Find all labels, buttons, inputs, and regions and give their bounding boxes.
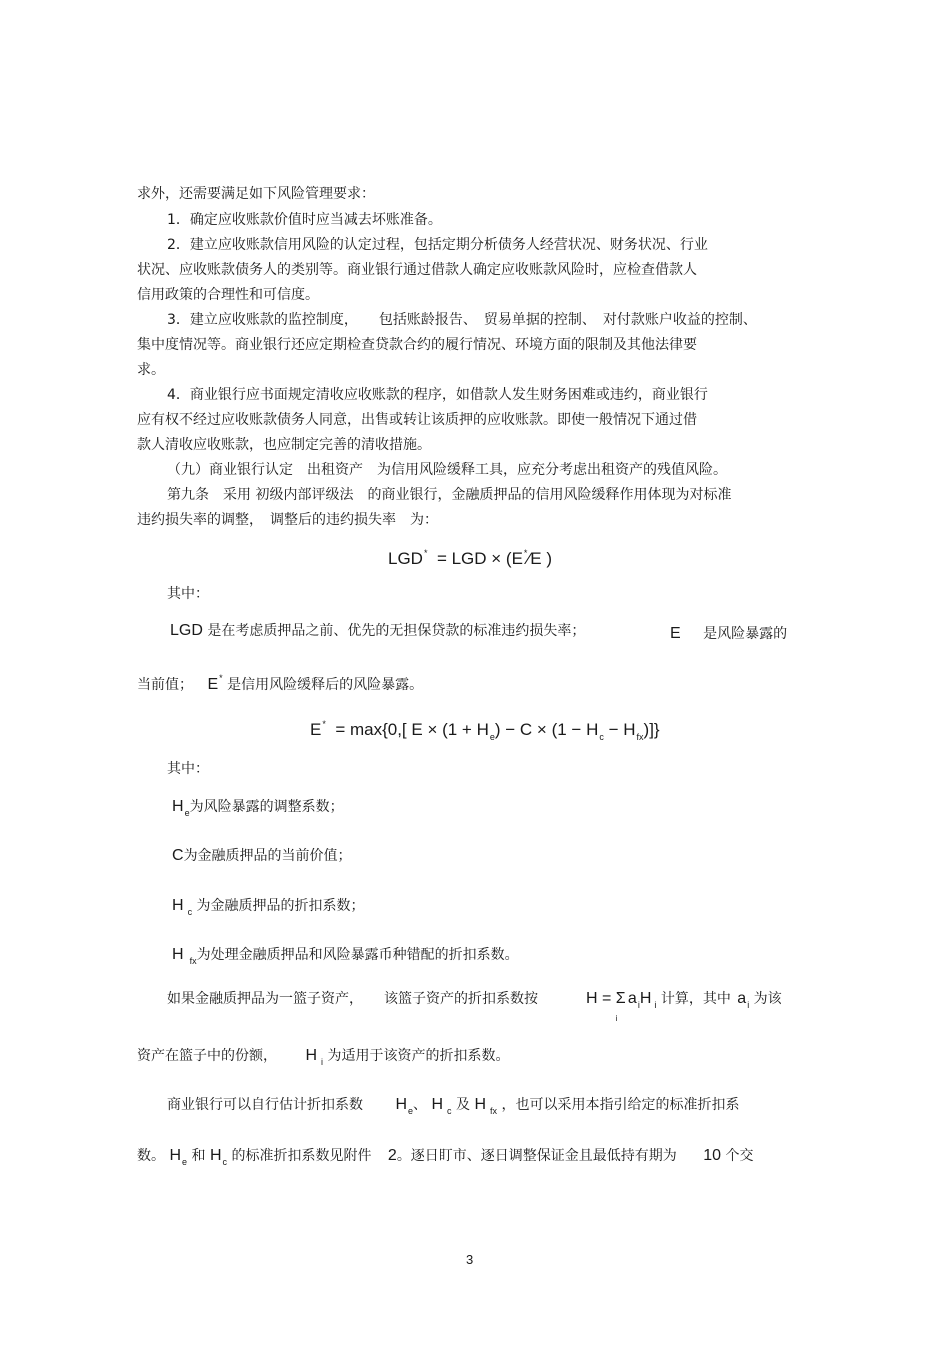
basket-text-2: 资产在篮子中的份额， H $_i$ 为适用于该资产的折扣系数。: [137, 1047, 510, 1067]
text-line: 3．建立应收账款的监控制度， 包括账龄报告、 贸易单据的控制、 对付款账户收益的控制、: [167, 312, 757, 328]
text-line: 其中：: [167, 586, 209, 602]
text-line: 其中：: [167, 761, 209, 777]
definition-lgd: LGD 是在考虑质押品之前、优先的无担保贷款的标准违约损失率；: [170, 622, 586, 639]
text-line: 违约损失率的调整， 调整后的违约损失率 为：: [137, 512, 438, 528]
text-line: 款人清收应收账款，也应制定完善的清收措施。: [137, 437, 431, 453]
text-line: 4．商业银行应书面规定清收应收账款的程序，如借款人发生财务困难或违约，商业银行: [167, 387, 708, 403]
formula-basket: $H = \Sigma_i$ $a_iH$ $_i$ 计算，其中 $a_i$ 为该: [586, 990, 782, 1023]
page-number: 3: [466, 1252, 474, 1267]
text-line: 集中度情况等。商业银行还应定期检查贷款合约的履行情况、环境方面的限制及其他法律要: [137, 337, 697, 353]
text-line: 应有权不经过应收账款债务人同意，出售或转让该质押的应收账款。即使一般情况下通过借: [137, 412, 697, 428]
formula-e-star: E* = max{0,[ $E \times (1 + H_e) - C \times (1 - H_c - H_{fx})$]}: [310, 719, 660, 742]
estimate-text: 商业银行可以自行估计折扣系数 $H_e$、 H $_c$ 及 H $_{fx}$ ，也可以采用本指引给定的标准折扣系: [167, 1096, 740, 1116]
definition-he: $H_e$为风险暴露的调整系数；: [172, 798, 344, 818]
text-line: 第九条 采用 初级内部评级法 的商业银行，金融质押品的信用风险缓释作用体现为对标准: [167, 487, 732, 503]
text-line: 求。: [137, 362, 165, 378]
definition-hfx: H $_{fx}$为处理金融质押品和风险暴露币种错配的折扣系数。: [172, 946, 519, 966]
definition-e-star: 当前值； E* 是信用风险缓释后的风险暴露。: [137, 673, 424, 693]
text-line: 2．建立应收账款信用风险的认定过程，包括定期分析债务人经营状况、财务状况、行业: [167, 237, 708, 253]
text-line: 求外，还需要满足如下风险管理要求：: [137, 186, 375, 202]
estimate-text-2: 数。 $H_e$ 和 $H_c$ 的标准折扣系数见附件 2。逐日盯市、逐日调整保证金且最低持有期为 10 个交: [137, 1147, 754, 1167]
text-line: （九）商业银行认定 出租资产 为信用风险缓释工具，应充分考虑出租资产的残值风险。: [167, 462, 727, 478]
definition-e: E 是风险暴露的: [670, 625, 788, 642]
basket-text: 如果金融质押品为一篮子资产， 该篮子资产的折扣系数按: [167, 991, 538, 1007]
definition-hc: H $_c$ 为金融质押品的折扣系数；: [172, 897, 365, 917]
text-line: 状况、应收账款债务人的类别等。商业银行通过借款人确定应收账款风险时，应检查借款人: [137, 262, 697, 278]
text-line: 信用政策的合理性和可信度。: [137, 287, 319, 303]
text-line: 1．确定应收账款价值时应当减去坏账准备。: [167, 212, 442, 228]
formula-lgd: LGD* = LGD × (E*⁄E ): [388, 548, 552, 568]
definition-c: C为金融质押品的当前价值；: [172, 847, 352, 864]
